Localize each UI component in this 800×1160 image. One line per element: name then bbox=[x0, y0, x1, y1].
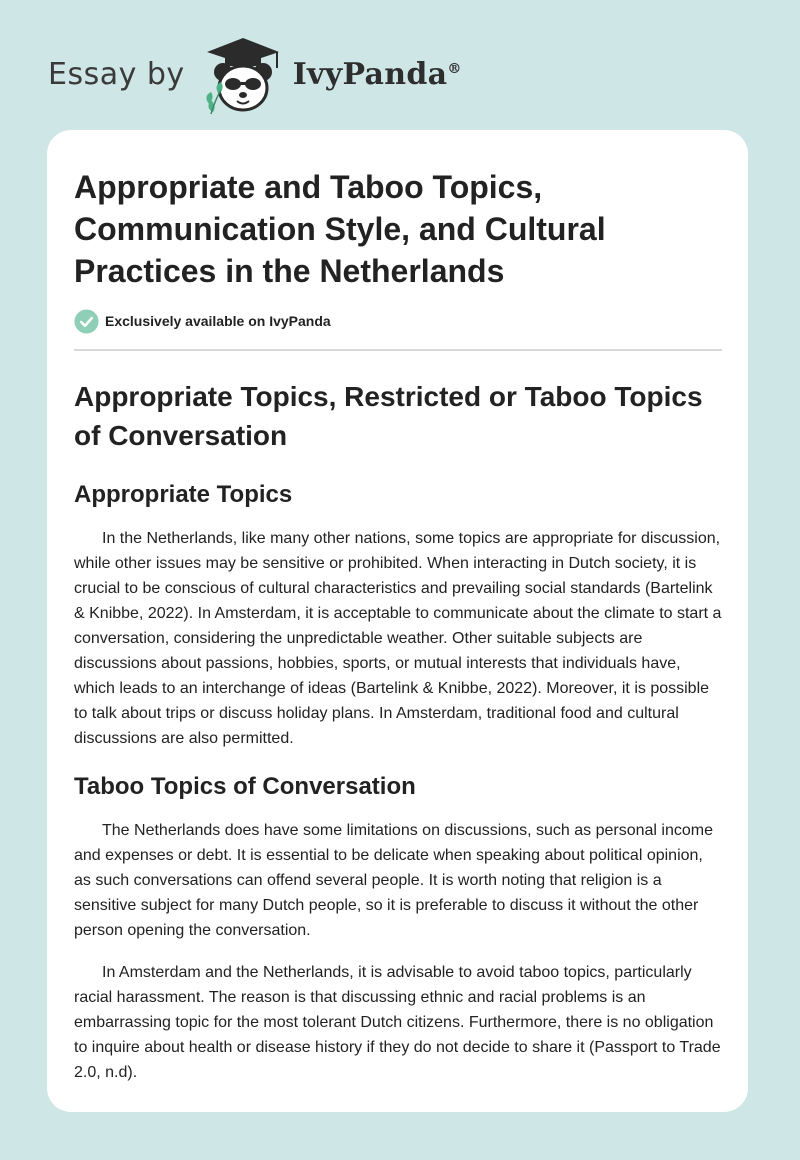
site-header bbox=[48, 34, 462, 114]
divider bbox=[74, 349, 722, 351]
subsection-heading-taboo: Taboo Topics of Conversation bbox=[74, 773, 416, 800]
paragraph: In Amsterdam and the Netherlands, it is advisable to avoid taboo topics, particularly racial harassment. The reason is that discussing ethnic and racial problems is an embarrassing topic for the most tolerant Dutch citizens. Furthermore, there is no obligation to inquire about health or disease history if they do not decide to share it (Passport to Trade 2.0, n.d). bbox=[74, 964, 721, 1081]
availability-text: Exclusively available on IvyPanda bbox=[105, 313, 331, 329]
availability-badge bbox=[74, 308, 722, 334]
essay-title: Appropriate and Taboo Topics, Communication Style, and Cultural Practices in the Netherlands bbox=[74, 169, 606, 289]
registered-mark: ® bbox=[447, 60, 462, 77]
paragraph: The Netherlands does have some limitations on discussions, such as personal income and expenses or debt. It is essential to be delicate when speaking about political opinion, as such conversations can offend several people. It is worth noting that religion is a sensitive subject for many Dutch people, so it is preferable to discuss it without the other person opening the conversation. bbox=[74, 822, 713, 939]
essay-by-label: Essay by bbox=[48, 56, 185, 92]
brand-name[interactable]: IvyPanda® bbox=[292, 56, 462, 92]
ivypanda-logo-icon[interactable] bbox=[199, 34, 287, 114]
subsection-heading-appropriate: Appropriate Topics bbox=[74, 481, 293, 508]
section-heading: Appropriate Topics, Restricted or Taboo Topics of Conversation bbox=[74, 381, 703, 451]
essay-card bbox=[47, 130, 748, 1112]
check-circle-icon bbox=[74, 309, 99, 334]
paragraph: In the Netherlands, like many other nations, some topics are appropriate for discussion, while other issues may be sensitive or prohibited. When interacting in Dutch society, it is crucial to be conscious of cultural characteristics and prevailing social standards (Bartelink & Knibbe, 2022). In Amsterdam, it is acceptable to communicate about the climate to start a conversation, considering the unpredictable weather. Other suitable subjects are discussions about passions, hobbies, sports, or mutual interests that individuals have, which leads to an interchange of ideas (Bartelink & Knibbe, 2022). Moreover, it is possible to talk about trips or discuss holiday plans. In Amsterdam, traditional food and cultural discussions are also permitted. bbox=[74, 530, 722, 747]
